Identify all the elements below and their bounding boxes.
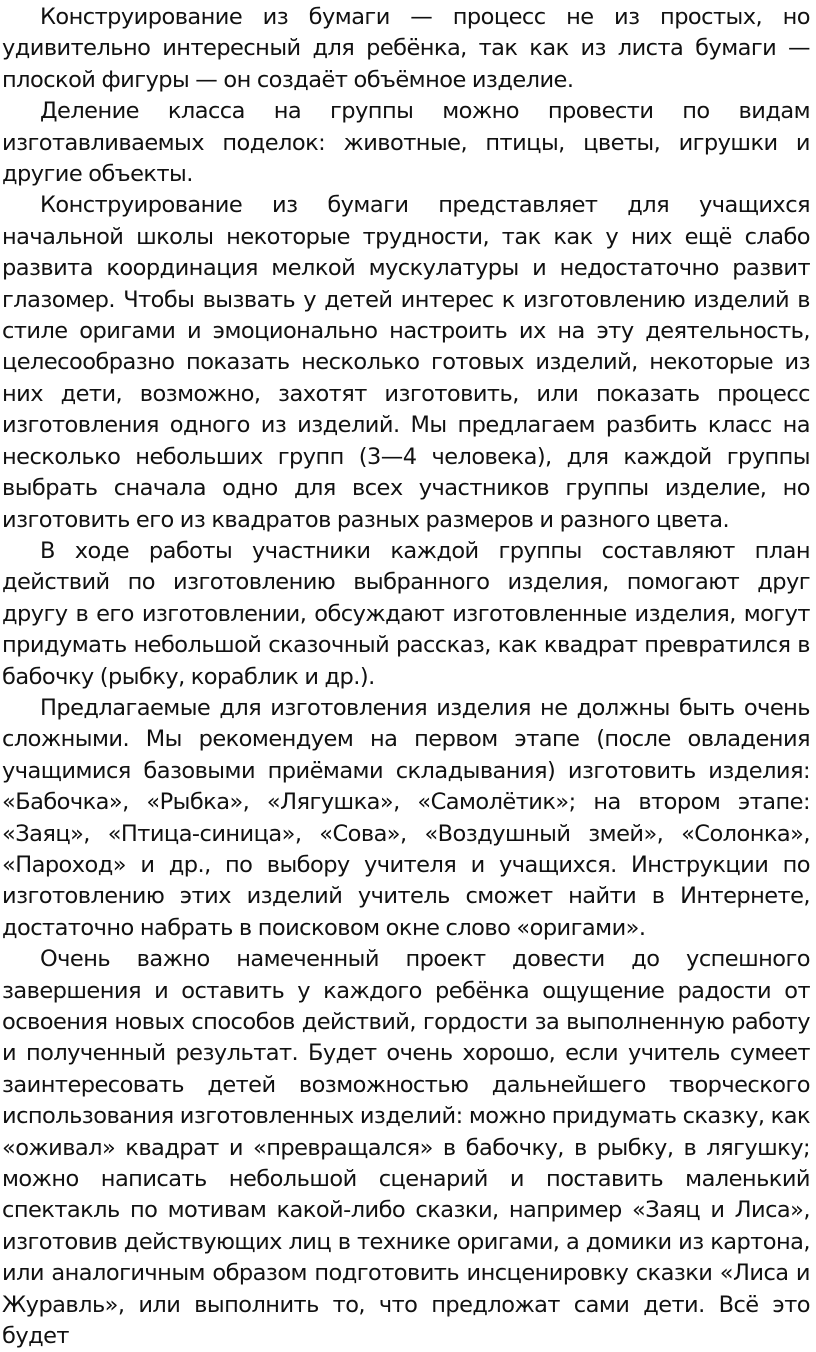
paragraph-project-completion: Очень важно намеченный проект довести до успешного завершения и оставить у каждого ребёнка ощущение радости от освоения новых способов действий, гордости за выполненную работу и полученный результат. Будет очень хорошо, если учитель сумеет заинтересовать детей возможностью дальнейшего творческого использования изготовленных изделий: можно придумать сказку, как «оживал» квадрат и «превращался» в бабочку, в рыбку, в лягушку; можно написать небольшой сценарий и поставить маленький спектакль по мотивам какой-либо сказки, например «Заяц и Лиса», изготовив действующих лиц в технике оригами, а домики из картона, или аналогичным образом подготовить инсценировку сказки «Лиса и Журавль», или выполнить то, что предложат сами дети. Всё это будет — [2, 946, 810, 1350]
paragraph-recommended-items: Предлагаемые для изготовления изделия не должны быть очень сложными. Мы рекомендуем на первом этапе (после овладения учащимися базовыми приёмами складывания) изготовить изделия: «Бабочка», «Рыбка», «Лягушка», «Самолётик»; на втором этапе: «Заяц», «Птица-синица», «Сова», «Воздушный змей», «Солонка», «Пароход» и др., по выбору учителя и учащихся. Инструкции по изготовлению этих изделий учитель сможет найти в Интернете, достаточно набрать в поисковом окне слово «оригами». — [2, 694, 810, 941]
paragraph-groups: Деление класса на группы можно провести по видам изготавливаемых поделок: животные, птицы, цветы, игрушки и другие объекты. — [2, 98, 810, 188]
paragraph-difficulties: Конструирование из бумаги представляет для учащихся начальной школы некоторые трудности, так как у них ещё слабо развита координация мелкой мускулатуры и недостаточно развит глазомер. Чтобы вызвать у детей интерес к изготовлению изделий в стиле оригами и эмоционально настроить их на эту деятельность, целесообразно показать несколько готовых изделий, некоторые из них дети, возможно, захотят изготовить, или показать процесс изготовления одного из изделий. Мы предлагаем разбить класс на несколько небольших групп (3—4 человека), для каждой группы выбрать сначала одно для всех участников группы изделие, но изготовить его из квадратов разных размеров и разного цвета. — [2, 192, 810, 533]
paragraph-intro: Конструирование из бумаги — процесс не из простых, но удивительно интересный для ребёнка, так как из листа бумаги — плоской фигуры — он создаёт объёмное изделие. — [2, 4, 810, 93]
paragraph-group-work: В ходе работы участники каждой группы составляют план действий по изготовлению выбранного изделия, помогают друг другу в его изготовлении, обсуждают изготовленные изделия, могут придумать небольшой сказочный рассказ, как квадрат превратился в бабочку (рыбку, кораблик и др.). — [2, 537, 810, 690]
